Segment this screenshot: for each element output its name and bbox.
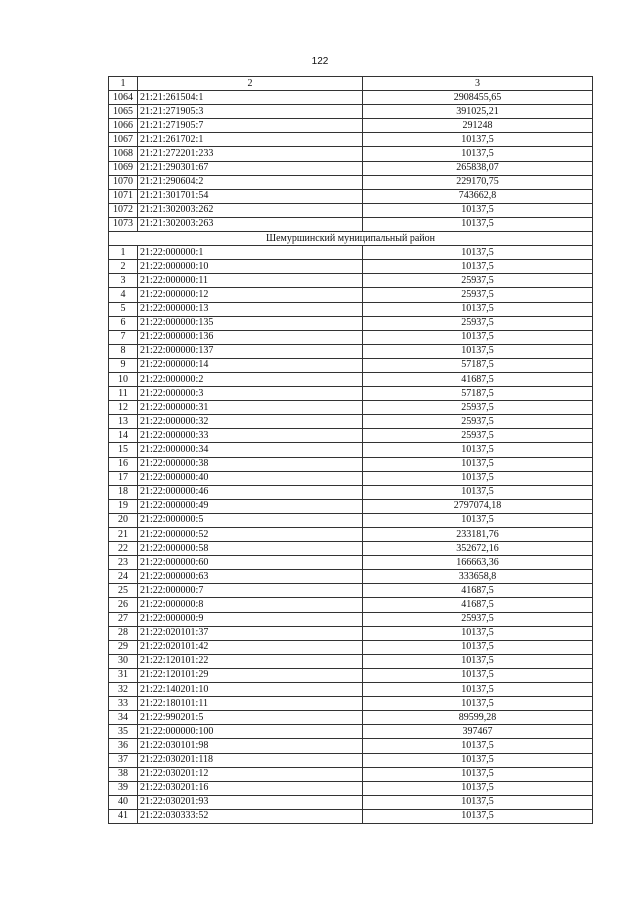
cadastral-number: 21:22:000000:100 <box>138 725 363 739</box>
cadastral-number: 21:21:271905:3 <box>138 105 363 119</box>
cadastral-value: 10137,5 <box>363 485 593 499</box>
table-row <box>109 316 593 330</box>
row-number: 13 <box>109 415 138 429</box>
table-row <box>109 781 593 795</box>
table-row <box>109 809 593 823</box>
cadastral-number: 21:22:000000:32 <box>138 415 363 429</box>
cadastral-value: 10137,5 <box>363 443 593 457</box>
cadastral-value: 41687,5 <box>363 372 593 386</box>
table-row <box>109 415 593 429</box>
cadastral-value: 10137,5 <box>363 246 593 260</box>
cadastral-number: 21:22:000000:12 <box>138 288 363 302</box>
table-row <box>109 260 593 274</box>
row-number: 34 <box>109 711 138 725</box>
cadastral-value: 265838,07 <box>363 161 593 175</box>
row-number: 8 <box>109 344 138 358</box>
cadastral-value: 10137,5 <box>363 471 593 485</box>
row-number: 24 <box>109 570 138 584</box>
table-row <box>109 640 593 654</box>
cadastral-value: 10137,5 <box>363 147 593 161</box>
cadastral-number: 21:21:272201:233 <box>138 147 363 161</box>
table-row <box>109 542 593 556</box>
row-number: 1072 <box>109 203 138 217</box>
cadastral-value: 10137,5 <box>363 739 593 753</box>
cadastral-value: 25937,5 <box>363 401 593 415</box>
cadastral-number: 21:22:000000:8 <box>138 598 363 612</box>
row-number: 23 <box>109 556 138 570</box>
cadastral-number: 21:22:000000:46 <box>138 485 363 499</box>
cadastral-value: 2908455,65 <box>363 91 593 105</box>
cadastral-number: 21:22:000000:135 <box>138 316 363 330</box>
row-number: 15 <box>109 443 138 457</box>
cadastral-value: 10137,5 <box>363 626 593 640</box>
row-number: 29 <box>109 640 138 654</box>
cadastral-value: 10137,5 <box>363 217 593 231</box>
row-number: 26 <box>109 598 138 612</box>
table-row <box>109 105 593 119</box>
row-number: 20 <box>109 513 138 527</box>
cadastral-value: 10137,5 <box>363 260 593 274</box>
table-row <box>109 302 593 316</box>
cadastral-number: 21:22:020101:37 <box>138 626 363 640</box>
cadastral-number: 21:21:271905:7 <box>138 119 363 133</box>
row-number: 25 <box>109 584 138 598</box>
cadastral-value: 10137,5 <box>363 697 593 711</box>
table-row <box>109 457 593 471</box>
cadastral-number: 21:22:000000:11 <box>138 274 363 288</box>
cadastral-number: 21:22:000000:137 <box>138 344 363 358</box>
row-number: 1070 <box>109 175 138 189</box>
row-number: 22 <box>109 542 138 556</box>
cadastral-value: 10137,5 <box>363 654 593 668</box>
cadastral-number: 21:22:000000:136 <box>138 330 363 344</box>
row-number: 1 <box>109 246 138 260</box>
row-number: 33 <box>109 697 138 711</box>
table-row <box>109 683 593 697</box>
table-row <box>109 753 593 767</box>
row-number: 37 <box>109 753 138 767</box>
cadastral-value: 10137,5 <box>363 302 593 316</box>
cadastral-value: 10137,5 <box>363 668 593 682</box>
table-row <box>109 246 593 260</box>
cadastral-number: 21:22:030201:118 <box>138 753 363 767</box>
row-number: 11 <box>109 387 138 401</box>
row-number: 19 <box>109 499 138 513</box>
cadastral-number: 21:22:000000:60 <box>138 556 363 570</box>
table-row <box>109 513 593 527</box>
row-number: 30 <box>109 654 138 668</box>
cadastral-number: 21:22:000000:40 <box>138 471 363 485</box>
cadastral-value: 25937,5 <box>363 316 593 330</box>
table-row <box>109 654 593 668</box>
row-number: 40 <box>109 795 138 809</box>
table-row <box>109 443 593 457</box>
table-row <box>109 330 593 344</box>
cadastral-value: 10137,5 <box>363 767 593 781</box>
table-row <box>109 91 593 105</box>
cadastral-value: 10137,5 <box>363 133 593 147</box>
table-row <box>109 429 593 443</box>
cadastral-number: 21:22:030101:98 <box>138 739 363 753</box>
table-row <box>109 133 593 147</box>
table-row <box>109 274 593 288</box>
cadastral-value: 10137,5 <box>363 809 593 823</box>
row-number: 36 <box>109 739 138 753</box>
row-number: 3 <box>109 274 138 288</box>
cadastral-number: 21:22:000000:31 <box>138 401 363 415</box>
table-row <box>109 570 593 584</box>
cadastral-value: 57187,5 <box>363 387 593 401</box>
page-number: 122 <box>311 56 329 67</box>
cadastral-number: 21:22:990201:5 <box>138 711 363 725</box>
cadastral-value: 25937,5 <box>363 415 593 429</box>
cadastral-value: 41687,5 <box>363 598 593 612</box>
row-number: 16 <box>109 457 138 471</box>
table-row <box>109 711 593 725</box>
row-number: 2 <box>109 260 138 274</box>
cadastral-number: 21:22:000000:49 <box>138 499 363 513</box>
cadastral-number: 21:22:000000:52 <box>138 528 363 542</box>
cadastral-value: 10137,5 <box>363 344 593 358</box>
row-number: 10 <box>109 372 138 386</box>
section-title: Шемуршинский муниципальный район <box>109 232 593 246</box>
table-row <box>109 485 593 499</box>
column-header-value: 3 <box>363 77 593 91</box>
cadastral-number: 21:22:000000:7 <box>138 584 363 598</box>
cadastral-number: 21:22:000000:33 <box>138 429 363 443</box>
cadastral-value: 10137,5 <box>363 457 593 471</box>
row-number: 38 <box>109 767 138 781</box>
table-row <box>109 626 593 640</box>
table-row <box>109 358 593 372</box>
table-row <box>109 767 593 781</box>
section-row <box>109 232 593 246</box>
row-number: 1069 <box>109 161 138 175</box>
row-number: 9 <box>109 358 138 372</box>
table-row <box>109 147 593 161</box>
cadastral-value: 333658,8 <box>363 570 593 584</box>
column-header-cadastral-number: 2 <box>138 77 363 91</box>
row-number: 1073 <box>109 217 138 231</box>
row-number: 35 <box>109 725 138 739</box>
cadastral-number: 21:21:302003:263 <box>138 217 363 231</box>
row-number: 1071 <box>109 189 138 203</box>
table-row <box>109 387 593 401</box>
cadastral-number: 21:22:000000:3 <box>138 387 363 401</box>
cadastral-value: 743662,8 <box>363 189 593 203</box>
cadastral-number: 21:22:030333:52 <box>138 809 363 823</box>
cadastral-number: 21:22:180101:11 <box>138 697 363 711</box>
cadastral-number: 21:22:120101:29 <box>138 668 363 682</box>
table-row <box>109 217 593 231</box>
table-row <box>109 119 593 133</box>
cadastral-number: 21:22:000000:14 <box>138 358 363 372</box>
row-number: 17 <box>109 471 138 485</box>
table-row <box>109 372 593 386</box>
table-row <box>109 288 593 302</box>
cadastral-value-table <box>108 76 593 824</box>
table-row <box>109 161 593 175</box>
row-number: 18 <box>109 485 138 499</box>
cadastral-number: 21:22:000000:2 <box>138 372 363 386</box>
table-row <box>109 697 593 711</box>
row-number: 4 <box>109 288 138 302</box>
cadastral-value: 10137,5 <box>363 795 593 809</box>
cadastral-number: 21:21:290604:2 <box>138 175 363 189</box>
cadastral-value: 25937,5 <box>363 274 593 288</box>
table-body <box>109 77 593 824</box>
cadastral-number: 21:21:290301:67 <box>138 161 363 175</box>
cadastral-value: 352672,16 <box>363 542 593 556</box>
table-header-row <box>109 77 593 91</box>
cadastral-number: 21:22:000000:63 <box>138 570 363 584</box>
cadastral-value: 229170,75 <box>363 175 593 189</box>
table-row <box>109 344 593 358</box>
row-number: 1068 <box>109 147 138 161</box>
table-row <box>109 499 593 513</box>
cadastral-number: 21:21:302003:262 <box>138 203 363 217</box>
table-row <box>109 471 593 485</box>
row-number: 21 <box>109 528 138 542</box>
table-row <box>109 175 593 189</box>
row-number: 39 <box>109 781 138 795</box>
cadastral-value: 10137,5 <box>363 640 593 654</box>
cadastral-value: 25937,5 <box>363 612 593 626</box>
column-header-number: 1 <box>109 77 138 91</box>
cadastral-value: 233181,76 <box>363 528 593 542</box>
table-row <box>109 556 593 570</box>
cadastral-number: 21:22:120101:22 <box>138 654 363 668</box>
cadastral-value: 10137,5 <box>363 683 593 697</box>
row-number: 5 <box>109 302 138 316</box>
table-row <box>109 612 593 626</box>
cadastral-number: 21:21:261702:1 <box>138 133 363 147</box>
row-number: 12 <box>109 401 138 415</box>
cadastral-number: 21:22:000000:10 <box>138 260 363 274</box>
row-number: 1067 <box>109 133 138 147</box>
cadastral-number: 21:22:030201:12 <box>138 767 363 781</box>
row-number: 6 <box>109 316 138 330</box>
row-number: 1064 <box>109 91 138 105</box>
cadastral-number: 21:22:000000:9 <box>138 612 363 626</box>
cadastral-number: 21:22:030201:16 <box>138 781 363 795</box>
cadastral-number: 21:22:020101:42 <box>138 640 363 654</box>
cadastral-number: 21:22:000000:34 <box>138 443 363 457</box>
cadastral-number: 21:21:261504:1 <box>138 91 363 105</box>
cadastral-number: 21:22:000000:38 <box>138 457 363 471</box>
table-row <box>109 189 593 203</box>
row-number: 28 <box>109 626 138 640</box>
cadastral-number: 21:22:000000:5 <box>138 513 363 527</box>
cadastral-value: 57187,5 <box>363 358 593 372</box>
table-row <box>109 401 593 415</box>
cadastral-number: 21:22:000000:13 <box>138 302 363 316</box>
cadastral-value: 41687,5 <box>363 584 593 598</box>
row-number: 32 <box>109 683 138 697</box>
cadastral-value: 10137,5 <box>363 330 593 344</box>
cadastral-value: 291248 <box>363 119 593 133</box>
table-row <box>109 584 593 598</box>
row-number: 1065 <box>109 105 138 119</box>
table-row <box>109 528 593 542</box>
table-row <box>109 795 593 809</box>
row-number: 14 <box>109 429 138 443</box>
cadastral-number: 21:22:000000:58 <box>138 542 363 556</box>
cadastral-value: 2797074,18 <box>363 499 593 513</box>
row-number: 31 <box>109 668 138 682</box>
table-row <box>109 668 593 682</box>
table-row <box>109 739 593 753</box>
table-row <box>109 203 593 217</box>
row-number: 27 <box>109 612 138 626</box>
table-row <box>109 598 593 612</box>
table-row <box>109 725 593 739</box>
cadastral-value: 166663,36 <box>363 556 593 570</box>
cadastral-value: 397467 <box>363 725 593 739</box>
cadastral-value: 10137,5 <box>363 781 593 795</box>
row-number: 41 <box>109 809 138 823</box>
cadastral-value: 10137,5 <box>363 203 593 217</box>
cadastral-value: 10137,5 <box>363 513 593 527</box>
cadastral-number: 21:22:140201:10 <box>138 683 363 697</box>
cadastral-number: 21:22:030201:93 <box>138 795 363 809</box>
cadastral-value: 391025,21 <box>363 105 593 119</box>
cadastral-value: 89599,28 <box>363 711 593 725</box>
cadastral-value: 25937,5 <box>363 288 593 302</box>
cadastral-value: 10137,5 <box>363 753 593 767</box>
row-number: 1066 <box>109 119 138 133</box>
row-number: 7 <box>109 330 138 344</box>
cadastral-value: 25937,5 <box>363 429 593 443</box>
cadastral-number: 21:22:000000:1 <box>138 246 363 260</box>
cadastral-number: 21:21:301701:54 <box>138 189 363 203</box>
